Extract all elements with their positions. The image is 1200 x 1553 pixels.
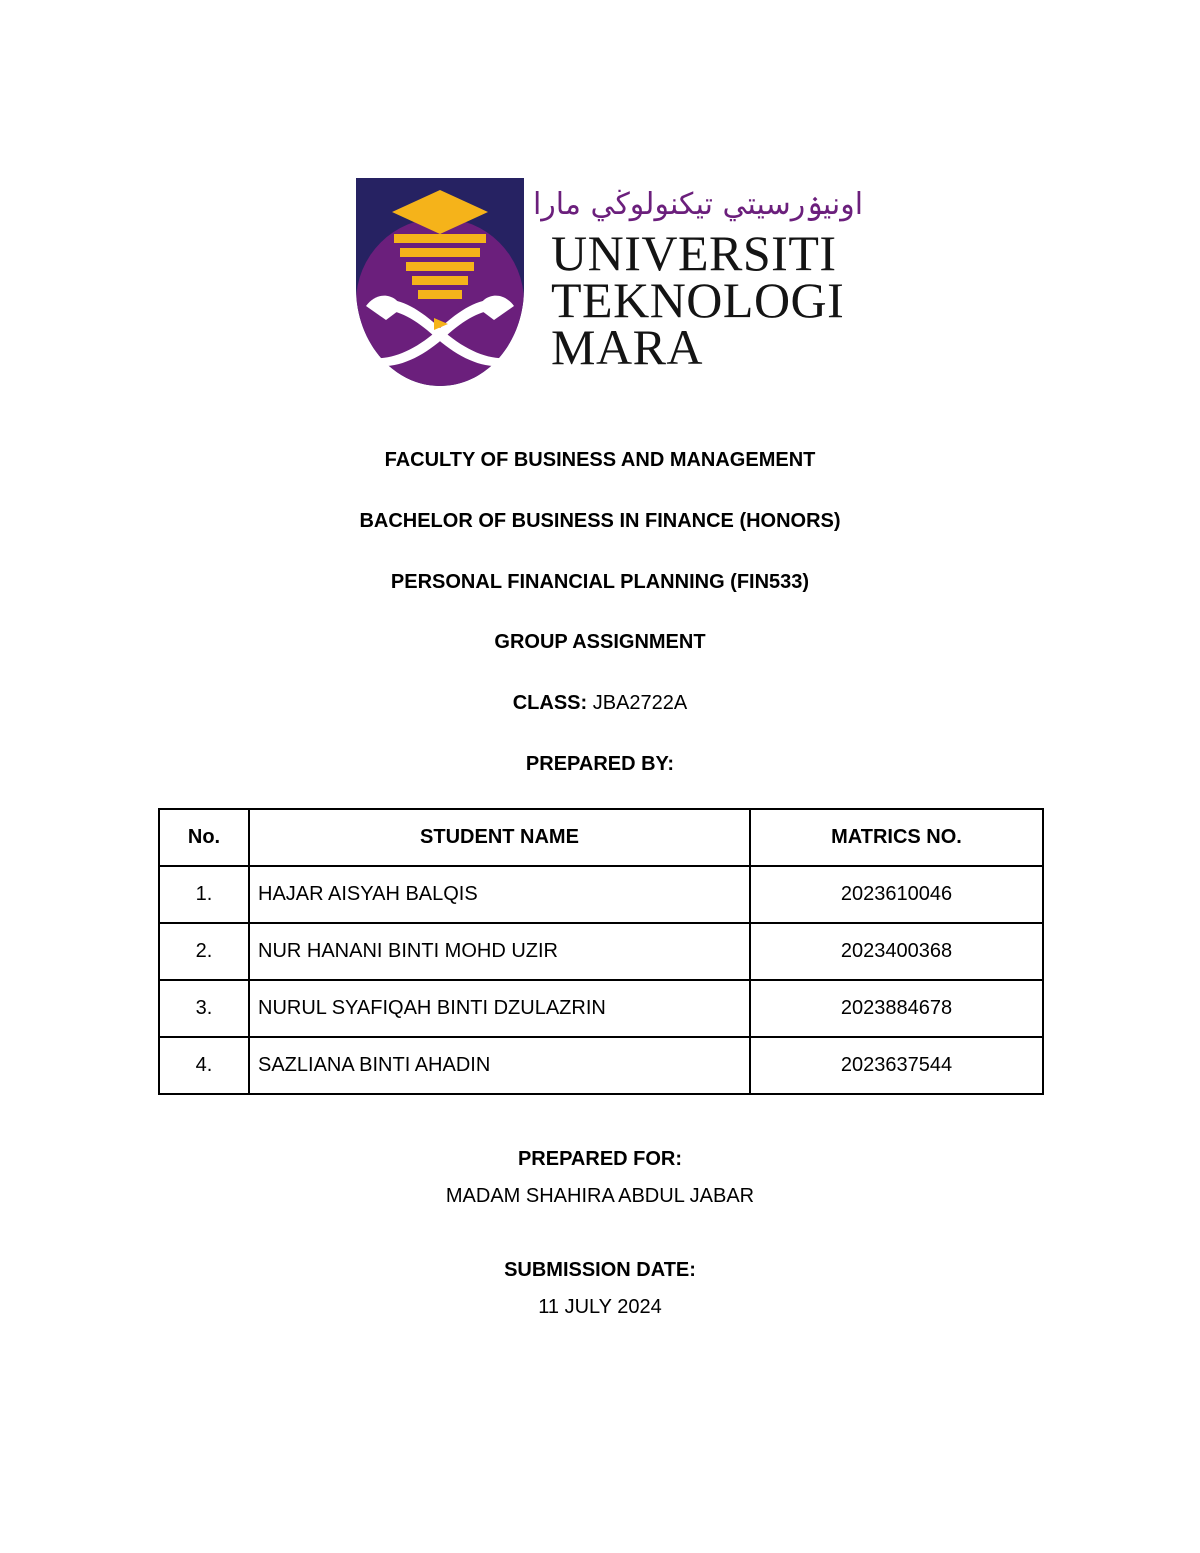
submission-date-value: 11 JULY 2024 <box>538 1296 662 1318</box>
matric-number: 2023400368 <box>750 923 1043 980</box>
column-header-matric-no: MATRICS NO. <box>750 809 1043 866</box>
students-table <box>158 808 1044 1095</box>
matric-number: 2023610046 <box>750 866 1043 923</box>
university-name <box>551 225 845 375</box>
column-header-student-name: STUDENT NAME <box>249 809 750 866</box>
university-name-line-3: MARA <box>551 319 704 375</box>
uitm-crest-icon <box>356 178 524 388</box>
class-line <box>0 691 1200 715</box>
row-number: 2. <box>159 923 249 980</box>
table-header-row <box>159 809 1043 866</box>
row-number: 4. <box>159 1037 249 1094</box>
assignment-heading: GROUP ASSIGNMENT <box>494 631 706 653</box>
matric-number: 2023637544 <box>750 1037 1043 1094</box>
class-value: JBA2722A <box>592 692 688 714</box>
course-heading: PERSONAL FINANCIAL PLANNING (FIN533) <box>390 571 810 593</box>
student-name: SAZLIANA BINTI AHADIN <box>249 1037 750 1094</box>
student-name: NURUL SYAFIQAH BINTI DZULAZRIN <box>249 980 750 1037</box>
table-row <box>159 866 1043 923</box>
university-name-line-1: UNIVERSITI <box>551 225 837 281</box>
table-row <box>159 923 1043 980</box>
submission-date-label: SUBMISSION DATE: <box>504 1259 696 1281</box>
university-name-line-2: TEKNOLOGI <box>551 272 845 328</box>
row-number: 1. <box>159 866 249 923</box>
faculty-heading: FACULTY OF BUSINESS AND MANAGEMENT <box>384 449 816 471</box>
row-number: 3. <box>159 980 249 1037</box>
student-name: NUR HANANI BINTI MOHD UZIR <box>249 923 750 980</box>
jawi-script <box>532 176 864 228</box>
table-row <box>159 1037 1043 1094</box>
student-name: HAJAR AISYAH BALQIS <box>249 866 750 923</box>
column-header-no: No. <box>159 809 249 866</box>
programme-heading: BACHELOR OF BUSINESS IN FINANCE (HONORS) <box>359 510 841 532</box>
prepared-for-label: PREPARED FOR: <box>517 1148 683 1170</box>
university-logo <box>356 176 864 388</box>
matric-number: 2023884678 <box>750 980 1043 1037</box>
svg-text:اونيۏرسيتي تيكنولوڬي مارا: اونيۏرسيتي تيكنولوڬي مارا <box>532 187 864 222</box>
table-row <box>159 980 1043 1037</box>
prepared-for-value: MADAM SHAHIRA ABDUL JABAR <box>445 1185 755 1207</box>
prepared-by-label: PREPARED BY: <box>525 753 675 775</box>
class-label: CLASS: <box>512 692 588 714</box>
